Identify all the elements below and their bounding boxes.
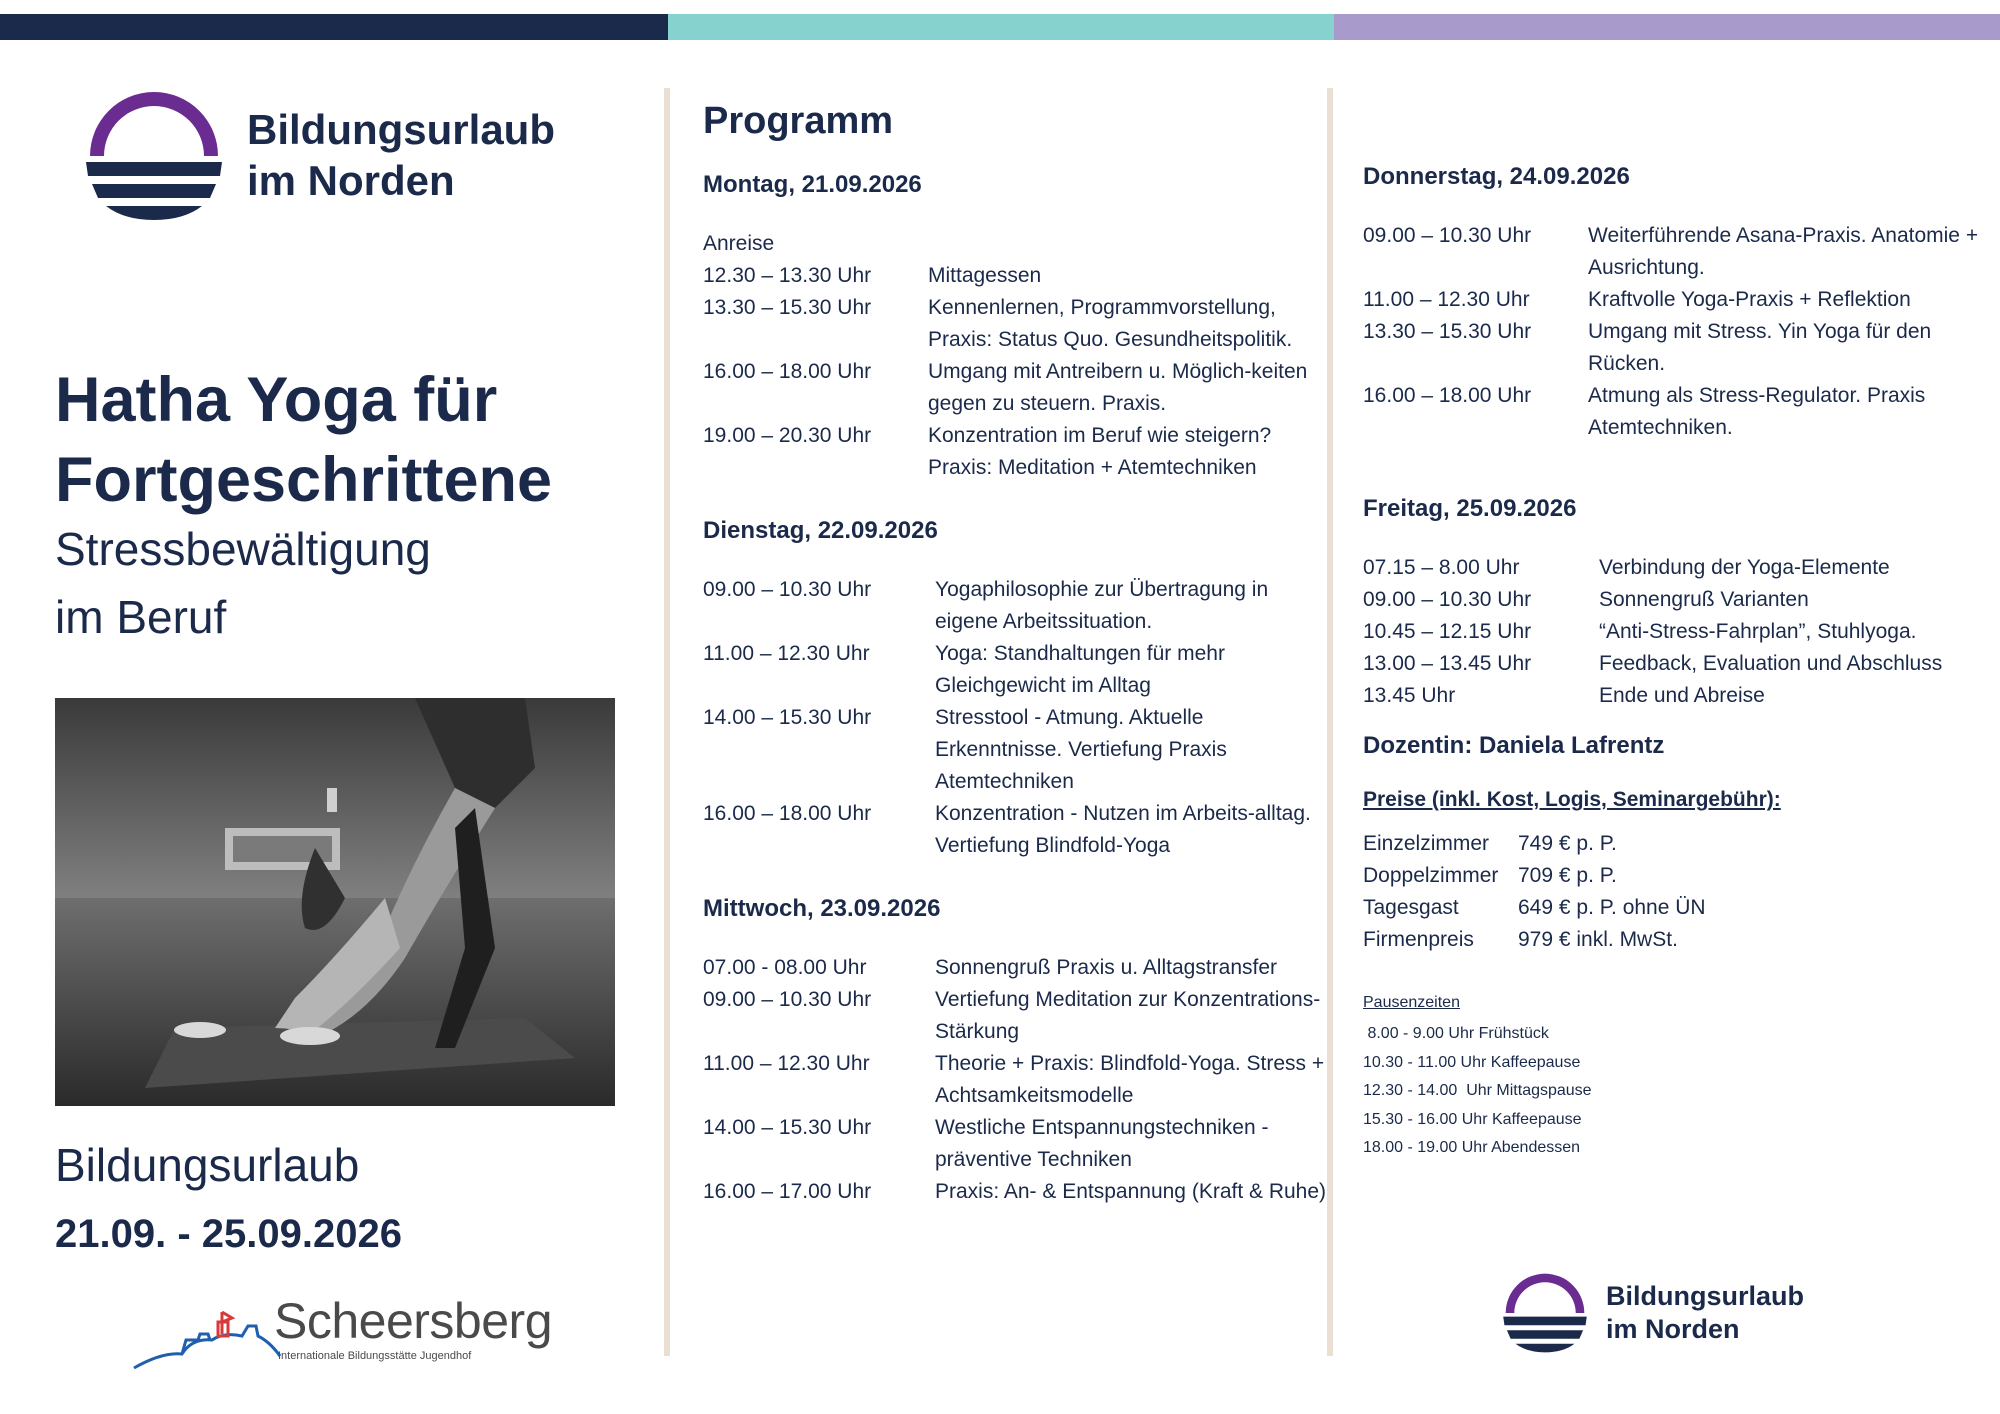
schedule-time: 19.00 – 20.30 Uhr — [703, 424, 872, 447]
schedule-row — [1363, 584, 1983, 616]
schedule-row — [703, 952, 1328, 984]
brand-logo-footer — [1502, 1270, 1862, 1360]
day-heading: Mittwoch, 23.09.2026 — [703, 895, 941, 922]
break-list — [1363, 1020, 1983, 1163]
course-title — [55, 360, 552, 520]
schedule-activity: Atmung als Stress-Regulator. Praxis Atemtechniken. — [1588, 384, 1926, 439]
top-bar-lilac — [1334, 14, 2000, 40]
schedule-time: 11.00 – 12.30 Uhr — [703, 1052, 870, 1075]
schedule-activity: Vertiefung Meditation zur Konzentrations-Stärkung — [935, 988, 1321, 1043]
schedule-activity: Theorie + Praxis: Blindfold-Yoga. Stress + Achtsamkeitsmodelle — [935, 1052, 1325, 1107]
schedule-row — [1363, 648, 1983, 680]
day-wednesday — [703, 892, 1328, 1208]
brand-name — [1606, 1280, 1804, 1346]
price-row — [1363, 924, 1983, 956]
brand-line-1: Bildungsurlaub — [1606, 1281, 1804, 1311]
schedule-time: 14.00 – 15.30 Uhr — [703, 1116, 872, 1139]
schedule-activity: Yogaphilosophie zur Übertragung in eigene Arbeitssituation. — [935, 578, 1269, 633]
arrival-label: Anreise — [703, 232, 775, 255]
partner-subtitle: Internationale Bildungsstätte Jugendhof — [278, 1350, 472, 1362]
schedule-activity: Sonnengruß Praxis u. Alltagstransfer — [935, 956, 1278, 979]
schedule-activity: Konzentration im Beruf wie steigern? Praxis: Meditation + Atemtechniken — [928, 424, 1272, 479]
schedule-activity: Weiterführende Asana-Praxis. Anatomie + Ausrichtung. — [1588, 224, 1979, 279]
schedule-row — [703, 798, 1328, 862]
schedule-activity: Stresstool - Atmung. Aktuelle Erkenntnisse. Vertiefung Praxis Atemtechniken — [935, 706, 1227, 793]
day-monday — [703, 168, 1328, 484]
schedule-activity: Feedback, Evaluation und Abschluss — [1599, 652, 1943, 675]
course-subtitle-line-2: im Beruf — [55, 591, 227, 643]
day-heading: Donnerstag, 24.09.2026 — [1363, 163, 1630, 190]
sunset-icon — [84, 88, 224, 224]
schedule-activity: Kraftvolle Yoga-Praxis + Reflektion — [1588, 288, 1911, 311]
castle-icon — [132, 1292, 282, 1372]
column-divider-left — [664, 88, 670, 1356]
day-heading: Dienstag, 22.09.2026 — [703, 517, 938, 544]
partner-name: Scheersberg — [274, 1293, 552, 1349]
break-row: 10.30 - 11.00 Uhr Kaffeepause — [1363, 1053, 1581, 1071]
schedule-time: 09.00 – 10.30 Uhr — [703, 988, 872, 1011]
price-row — [1363, 860, 1983, 892]
schedule-activity: Sonnengruß Varianten — [1599, 588, 1809, 611]
schedule-activity: Praxis: An- & Entspannung (Kraft & Ruhe) — [935, 1180, 1327, 1203]
schedule-row — [703, 984, 1328, 1048]
course-title-line-1: Hatha Yoga für — [55, 365, 498, 435]
price-label: Einzelzimmer — [1363, 832, 1490, 855]
course-dates: 21.09. - 25.09.2026 — [55, 1212, 402, 1256]
schedule-time: 13.00 – 13.45 Uhr — [1363, 652, 1532, 675]
schedule-row — [1363, 680, 1983, 712]
brand-line-2: im Norden — [247, 157, 455, 205]
schedule-row — [703, 260, 1328, 292]
break-row: 15.30 - 16.00 Uhr Kaffeepause — [1363, 1110, 1582, 1128]
schedule-row — [1363, 284, 1983, 316]
schedule-row — [703, 292, 1328, 356]
price-label: Tagesgast — [1363, 896, 1459, 919]
schedule-activity: Ende und Abreise — [1599, 684, 1765, 707]
price-value: 979 € inkl. MwSt. — [1518, 928, 1678, 951]
price-value: 749 € p. P. — [1518, 832, 1617, 855]
day-heading: Freitag, 25.09.2026 — [1363, 495, 1577, 522]
sunset-icon — [1502, 1270, 1588, 1356]
schedule-row — [703, 1112, 1328, 1176]
program-column-right — [1363, 160, 1983, 1163]
program-title: Programm — [703, 100, 894, 142]
schedule-time: 16.00 – 17.00 Uhr — [703, 1180, 872, 1203]
break-row: 18.00 - 19.00 Uhr Abendessen — [1363, 1139, 1581, 1156]
break-row: 8.00 - 9.00 Uhr Frühstück — [1363, 1025, 1549, 1042]
schedule-time: 10.45 – 12.15 Uhr — [1363, 620, 1532, 643]
schedule-activity: Kennenlernen, Programmvorstellung, Praxis: Status Quo. Gesundheitspolitik. — [928, 296, 1293, 351]
schedule-row — [1363, 316, 1983, 380]
brand-line-1: Bildungsurlaub — [247, 106, 555, 153]
schedule-row — [1363, 552, 1983, 584]
schedule-time: 07.15 – 8.00 Uhr — [1363, 556, 1520, 579]
schedule-activity: Umgang mit Antreibern u. Möglich-keiten gegen zu steuern. Praxis. — [928, 360, 1308, 415]
break-row: 12.30 - 14.00 Uhr Mittagspause — [1363, 1082, 1592, 1099]
price-list — [1363, 828, 1983, 956]
schedule-activity: Mittagessen — [928, 264, 1042, 287]
course-type-label: Bildungsurlaub — [55, 1139, 360, 1191]
lecturer: Dozentin: Daniela Lafrentz — [1363, 732, 1665, 759]
schedule-row — [703, 638, 1328, 702]
schedule-time: 16.00 – 18.00 Uhr — [1363, 384, 1532, 407]
schedule-row — [703, 356, 1328, 420]
day-friday — [1363, 492, 1983, 712]
schedule-row — [703, 1048, 1328, 1112]
schedule-time: 09.00 – 10.30 Uhr — [1363, 224, 1532, 247]
schedule-activity: Yoga: Standhaltungen für mehr Gleichgewicht im Alltag — [935, 642, 1225, 697]
brand-name — [247, 104, 555, 206]
price-row — [1363, 828, 1983, 860]
schedule-row — [1363, 616, 1983, 648]
course-subtitle-line-1: Stressbewältigung — [55, 523, 431, 575]
schedule-time: 13.30 – 15.30 Uhr — [703, 296, 872, 319]
price-value: 709 € p. P. — [1518, 864, 1617, 887]
price-label: Firmenpreis — [1363, 928, 1474, 951]
day-thursday — [1363, 160, 1983, 444]
top-bar-navy — [0, 14, 668, 40]
schedule-activity: Westliche Entspannungstechniken - präventive Techniken — [935, 1116, 1269, 1171]
prices-heading: Preise (inkl. Kost, Logis, Seminargebühr): — [1363, 788, 1781, 811]
schedule-row — [703, 420, 1328, 484]
price-row — [1363, 892, 1983, 924]
course-title-line-2: Fortgeschrittene — [55, 445, 553, 515]
price-label: Doppelzimmer — [1363, 864, 1499, 887]
schedule-time: 09.00 – 10.30 Uhr — [703, 578, 872, 601]
top-bar-teal — [668, 14, 1334, 40]
schedule-time: 07.00 - 08.00 Uhr — [703, 956, 867, 979]
schedule-time: 16.00 – 18.00 Uhr — [703, 360, 872, 383]
brand-logo — [84, 88, 604, 228]
partner-logo — [132, 1292, 552, 1372]
schedule-activity: Konzentration - Nutzen im Arbeits-alltag. Vertiefung Blindfold-Yoga — [935, 802, 1311, 857]
price-value: 649 € p. P. ohne ÜN — [1518, 896, 1706, 919]
breaks-heading: Pausenzeiten — [1363, 994, 1460, 1011]
schedule-time: 12.30 – 13.30 Uhr — [703, 264, 872, 287]
schedule-time: 13.45 Uhr — [1363, 684, 1456, 707]
schedule-time: 16.00 – 18.00 Uhr — [703, 802, 872, 825]
yoga-photo — [55, 698, 615, 1106]
schedule-activity: Verbindung der Yoga-Elemente — [1599, 556, 1890, 579]
schedule-time: 14.00 – 15.30 Uhr — [703, 706, 872, 729]
course-subtitle — [55, 515, 431, 651]
schedule-time: 11.00 – 12.30 Uhr — [703, 642, 870, 665]
schedule-time: 09.00 – 10.30 Uhr — [1363, 588, 1532, 611]
day-tuesday — [703, 514, 1328, 862]
schedule-row — [703, 702, 1328, 798]
schedule-row — [703, 1176, 1328, 1208]
schedule-row — [1363, 380, 1983, 444]
brand-line-2: im Norden — [1606, 1313, 1740, 1344]
schedule-row — [703, 574, 1328, 638]
program-column-left — [703, 88, 1328, 1238]
schedule-activity: “Anti-Stress-Fahrplan”, Stuhlyoga. — [1599, 620, 1917, 643]
schedule-time: 11.00 – 12.30 Uhr — [1363, 288, 1530, 311]
schedule-time: 13.30 – 15.30 Uhr — [1363, 320, 1532, 343]
yoga-downward-dog-icon — [55, 698, 615, 1106]
schedule-row — [1363, 220, 1983, 284]
day-heading: Montag, 21.09.2026 — [703, 171, 922, 198]
schedule-activity: Umgang mit Stress. Yin Yoga für den Rücken. — [1588, 320, 1932, 375]
